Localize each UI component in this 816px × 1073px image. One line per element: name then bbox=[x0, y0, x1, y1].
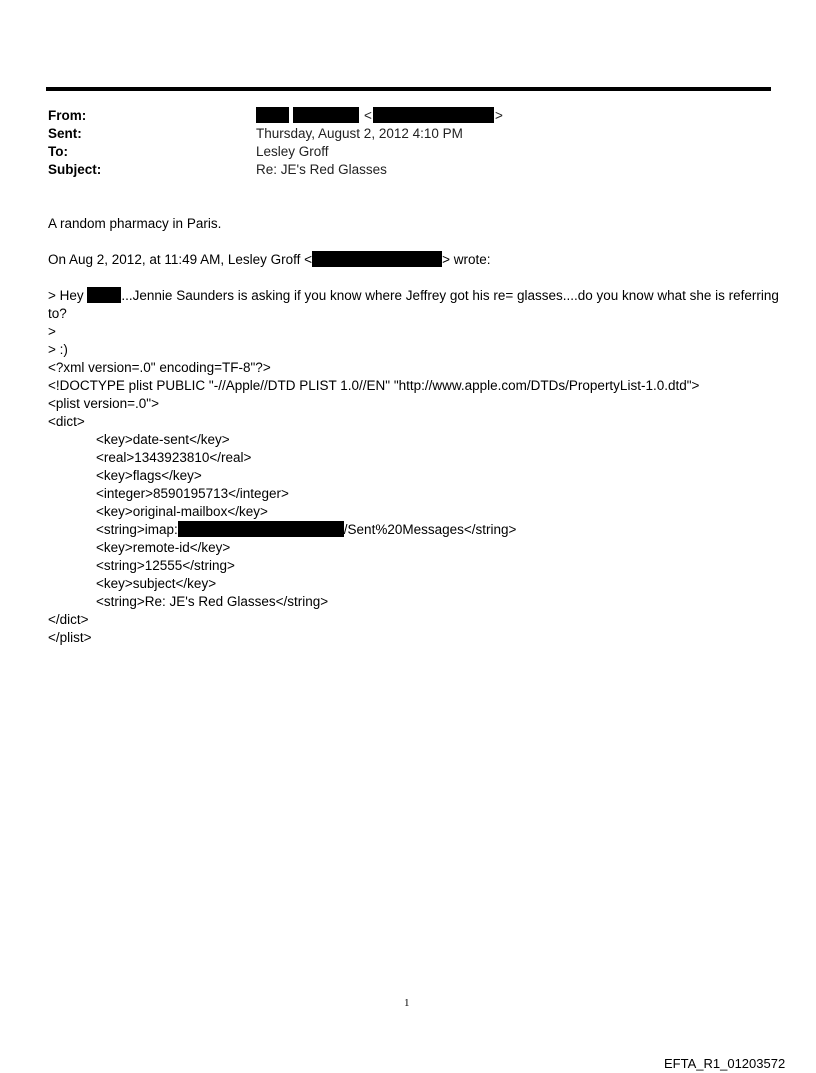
reply-text: A random pharmacy in Paris. bbox=[48, 216, 222, 231]
subject-label: Subject: bbox=[48, 162, 102, 177]
quoted-line: > bbox=[48, 324, 56, 339]
plist-value: <integer>8590195713</integer> bbox=[96, 486, 289, 501]
redaction-box bbox=[293, 107, 359, 123]
plist-close: </plist> bbox=[48, 630, 92, 645]
from-bracket-close: > bbox=[495, 108, 503, 123]
plist-value: <string>Re: JE's Red Glasses</string> bbox=[96, 594, 329, 609]
plist-open: <plist version=.0"> bbox=[48, 396, 159, 411]
quoted-line bbox=[48, 287, 779, 305]
page-number: 1 bbox=[404, 997, 410, 1009]
redaction-box bbox=[178, 521, 344, 537]
quote-intro-start: On Aug 2, 2012, at 11:49 AM, Lesley Groff < bbox=[48, 252, 313, 267]
plist-value: <string>12555</string> bbox=[96, 558, 235, 573]
header-rule bbox=[46, 87, 771, 91]
quote-intro-end: > wrote: bbox=[442, 252, 491, 267]
redaction-box bbox=[87, 287, 121, 303]
dict-open: <dict> bbox=[48, 414, 85, 429]
imap-suffix: /Sent%20Messages</string> bbox=[343, 522, 517, 537]
redaction-box bbox=[373, 107, 494, 123]
plist-key: <key>original-mailbox</key> bbox=[96, 504, 268, 519]
xml-declaration: <?xml version=.0" encoding=TF-8"?> bbox=[48, 360, 271, 375]
dict-close: </dict> bbox=[48, 612, 89, 627]
plist-key: <key>remote-id</key> bbox=[96, 540, 231, 555]
quote-intro bbox=[48, 251, 490, 269]
quoted-line: to? bbox=[48, 306, 67, 321]
xml-doctype: <!DOCTYPE plist PUBLIC "-//Apple//DTD PLIST 1.0//EN" "http://www.apple.com/DTDs/PropertyList-1.0.dtd"> bbox=[48, 378, 700, 393]
plist-value: <real>1343923810</real> bbox=[96, 450, 252, 465]
plist-key: <key>date-sent</key> bbox=[96, 432, 230, 447]
redaction-box bbox=[256, 107, 289, 123]
plist-key: <key>subject</key> bbox=[96, 576, 217, 591]
to-label: To: bbox=[48, 144, 68, 159]
subject-value: Re: JE's Red Glasses bbox=[256, 162, 387, 177]
to-value: Lesley Groff bbox=[256, 144, 329, 159]
sent-label: Sent: bbox=[48, 126, 82, 141]
from-label: From: bbox=[48, 108, 87, 123]
quoted-line: > :) bbox=[48, 342, 68, 357]
quoted-text: ...Jennie Saunders is asking if you know where Jeffrey got his re= glasses....do you know what she is referring bbox=[121, 288, 779, 303]
redaction-box bbox=[312, 251, 442, 267]
imap-prefix: <string>imap: bbox=[96, 522, 178, 537]
plist-value bbox=[96, 521, 516, 539]
document-id: EFTA_R1_01203572 bbox=[664, 1056, 786, 1071]
from-bracket-open: < bbox=[364, 108, 372, 123]
quoted-hey: > Hey bbox=[48, 288, 88, 303]
plist-key: <key>flags</key> bbox=[96, 468, 202, 483]
sent-value: Thursday, August 2, 2012 4:10 PM bbox=[256, 126, 463, 141]
